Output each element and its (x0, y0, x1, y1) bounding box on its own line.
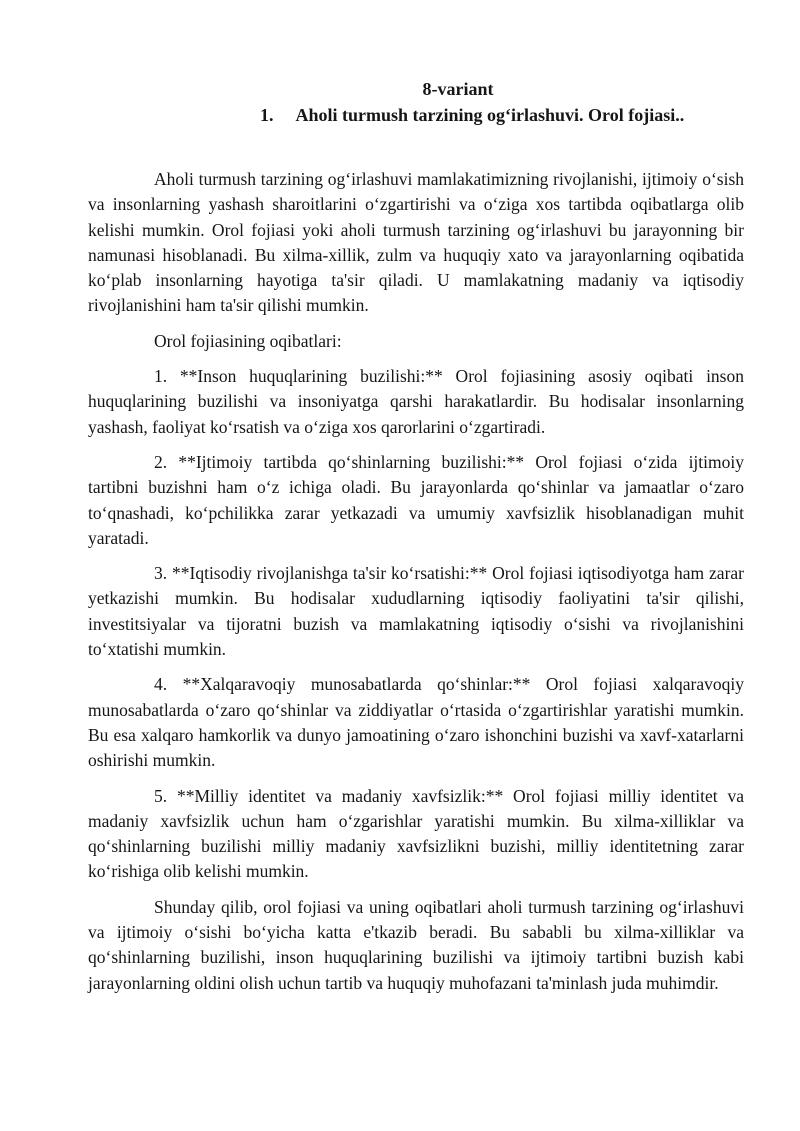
list-item-5-national-identity: 5. **Milliy identitet va madaniy xavfsizlik:** Orol fojiasi milliy identitet va madaniy xavfsizlik uchun ham o‘zgarishlar yaratishi mumkin. Bu xilma-xilliklar va qo‘shinlarning buzilishi milliy madaniy xavfsizlikni buzishi, milliy identitetning zarar ko‘rishiga olib kelishi mumkin. (88, 785, 744, 882)
question-title: Aholi turmush tarzining og‘irlashuvi. Orol fojiasi.. (295, 105, 685, 125)
page-title: 8-variant (422, 79, 494, 99)
paragraph-intro: Aholi turmush tarzining og‘irlashuvi mamlakatimizning rivojlanishi, ijtimoiy o‘sish va insonlarning yashash sharoitlarini o‘zgartirishi va o‘ziga xos tartibda oqibatlarga olib kelishi mumkin. Orol fojiasi yoki aholi turmush tarzining og‘irlashuvi bu jarayonning bir namunasi hisoblanadi. Bu xilma-xillik, zulm va huquqiy xato va jarayonlarning oqibatida ko‘plab insonlarning hayotiga ta'sir qiladi. U mamlakatning madaniy va iqtisodiy rivojlanishini ham ta'sir qilishi mumkin. (88, 169, 744, 316)
question-number: 1. (260, 105, 274, 125)
list-item-2-social-order: 2. **Ijtimoiy tartibda qo‘shinlarning buzilishi:** Orol fojiasi o‘zida ijtimoiy tartibni buzishni ham o‘z ichiga oladi. Bu jarayonlarda qo‘shinlar va jamaatlar o‘zaro to‘qnashadi, ko‘pchilikka zarar yetkazadi va umumiy xavfsizlik hisoblanadigan muhit yaratadi. (88, 451, 744, 548)
list-item-1-human-rights: 1. **Inson huquqlarining buzilishi:** Orol fojiasining asosiy oqibati inson huquqlarining buzilishi va insoniyatga qarshi harakatlardir. Bu hodisalar insonlarning yashash, faoliyat ko‘rsatish va o‘ziga xos qarorlarini o‘zgartiradi. (88, 366, 744, 437)
list-item-3-economic-impact: 3. **Iqtisodiy rivojlanishga ta'sir ko‘rsatishi:** Orol fojiasi iqtisodiyotga ham zarar yetkazishi mumkin. Bu hodisalar xududlarning iqtisodiy faoliyatini ta'sir qilishi, investitsiyalar va tijoratni buzish va mamlakatning iqtisodiy o‘sishi va rivojlanishini to‘xtatishi mumkin. (88, 563, 744, 660)
question-heading (260, 102, 744, 128)
paragraph-conclusion: Shunday qilib, orol fojiasi va uning oqibatlari aholi turmush tarzining og‘irlashuvi va ijtimoiy o‘sishi bo‘yicha katta e'tkazib beradi. Bu sababli bu xilma-xilliklar va qo‘shinlarning buzilishi, inson huquqlarining buzilishi va ijtimoiy tartibni buzish kabi jarayonlarning oldini olish uchun tartib va huquqiy muhofazani ta'minlash juda muhimdir. (88, 896, 744, 993)
list-item-4-international-relations: 4. **Xalqaravoqiy munosabatlarda qo‘shinlar:** Orol fojiasi xalqaravoqiy munosabatlarda o‘zaro qo‘shinlar va ziddiyatlar o‘rtasida o‘zgartirishlar yaratishi mumkin. Bu esa xalqaro hamkorlik va dunyo jamoatining o‘zaro ishonchini buzishi va xavf-xatarlarni oshirishi mumkin. (88, 674, 744, 771)
section-label-consequences: Orol fojiasining oqibatlari: (154, 330, 342, 351)
